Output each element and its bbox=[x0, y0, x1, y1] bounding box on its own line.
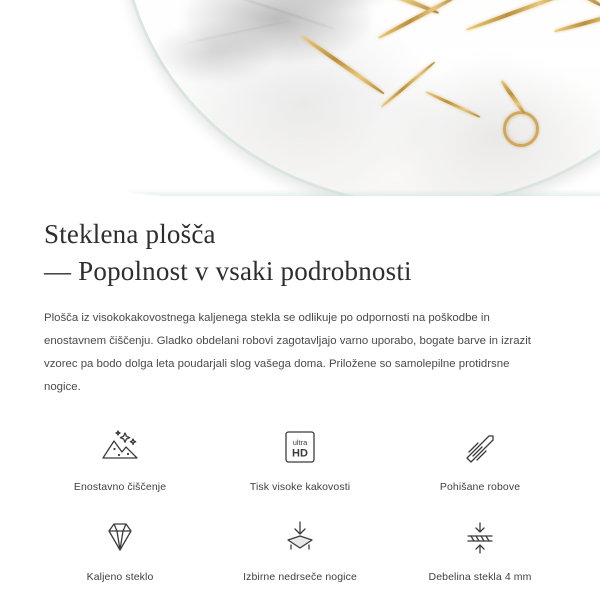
feature-label: Pohišane robove bbox=[439, 480, 521, 493]
feature-grid bbox=[0, 425, 600, 583]
tempered-glass-icon bbox=[98, 515, 142, 559]
ultra-badge-top: ultra bbox=[292, 437, 308, 447]
glass-thickness-icon bbox=[458, 515, 502, 559]
feature-item-ultra-hd-print bbox=[210, 425, 390, 493]
page-title-line-1: Steklena plošča bbox=[44, 219, 216, 249]
content-section bbox=[0, 196, 600, 399]
feature-item-tempered-glass bbox=[30, 515, 210, 583]
gold-vein bbox=[425, 90, 481, 118]
glass-plate-graphic bbox=[120, 0, 600, 196]
feature-label: Debelina stekla 4 mm bbox=[428, 570, 532, 583]
gold-vein bbox=[500, 79, 526, 114]
gold-ring-accent bbox=[503, 111, 539, 147]
feature-label: Kaljeno steklo bbox=[86, 570, 154, 583]
feature-item-polished-edges bbox=[390, 425, 570, 493]
feature-item-anti-slip-feet bbox=[210, 515, 390, 583]
feature-label: Enostavno čiščenje bbox=[73, 480, 167, 493]
hero-image bbox=[0, 0, 600, 196]
marble-smoke bbox=[153, 23, 273, 83]
gold-vein bbox=[466, 0, 571, 32]
feature-item-glass-thickness bbox=[390, 515, 570, 583]
ultra-hd-print-icon bbox=[278, 425, 322, 469]
polished-edges-icon bbox=[458, 425, 502, 469]
gold-vein bbox=[554, 9, 600, 34]
description-text: Plošča iz visokokakovostnega kaljenega stekla se odlikuje po odpornosti na poškodbe in enostavnem čiščenju. Gladko obdelani robovi zagotavljajo varno uporabo, bogate barve in izrazit vzorec pa bodo dolga leta poudarjali slog vašega doma. Priložene so samolepilne protidrsne nogice. bbox=[44, 312, 531, 393]
gold-vein bbox=[380, 61, 436, 108]
page-title-line-2: — Popolnost v vsaki podrobnosti bbox=[44, 255, 412, 286]
easy-clean-icon bbox=[98, 425, 142, 469]
anti-slip-feet-icon bbox=[278, 515, 322, 559]
feature-label: Tisk visoke kakovosti bbox=[249, 480, 351, 493]
feature-item-easy-clean bbox=[30, 425, 210, 493]
hd-badge-bottom: HD bbox=[292, 447, 308, 460]
feature-label: Izbirne nedrseče nogice bbox=[243, 570, 357, 583]
page-title bbox=[44, 216, 556, 289]
